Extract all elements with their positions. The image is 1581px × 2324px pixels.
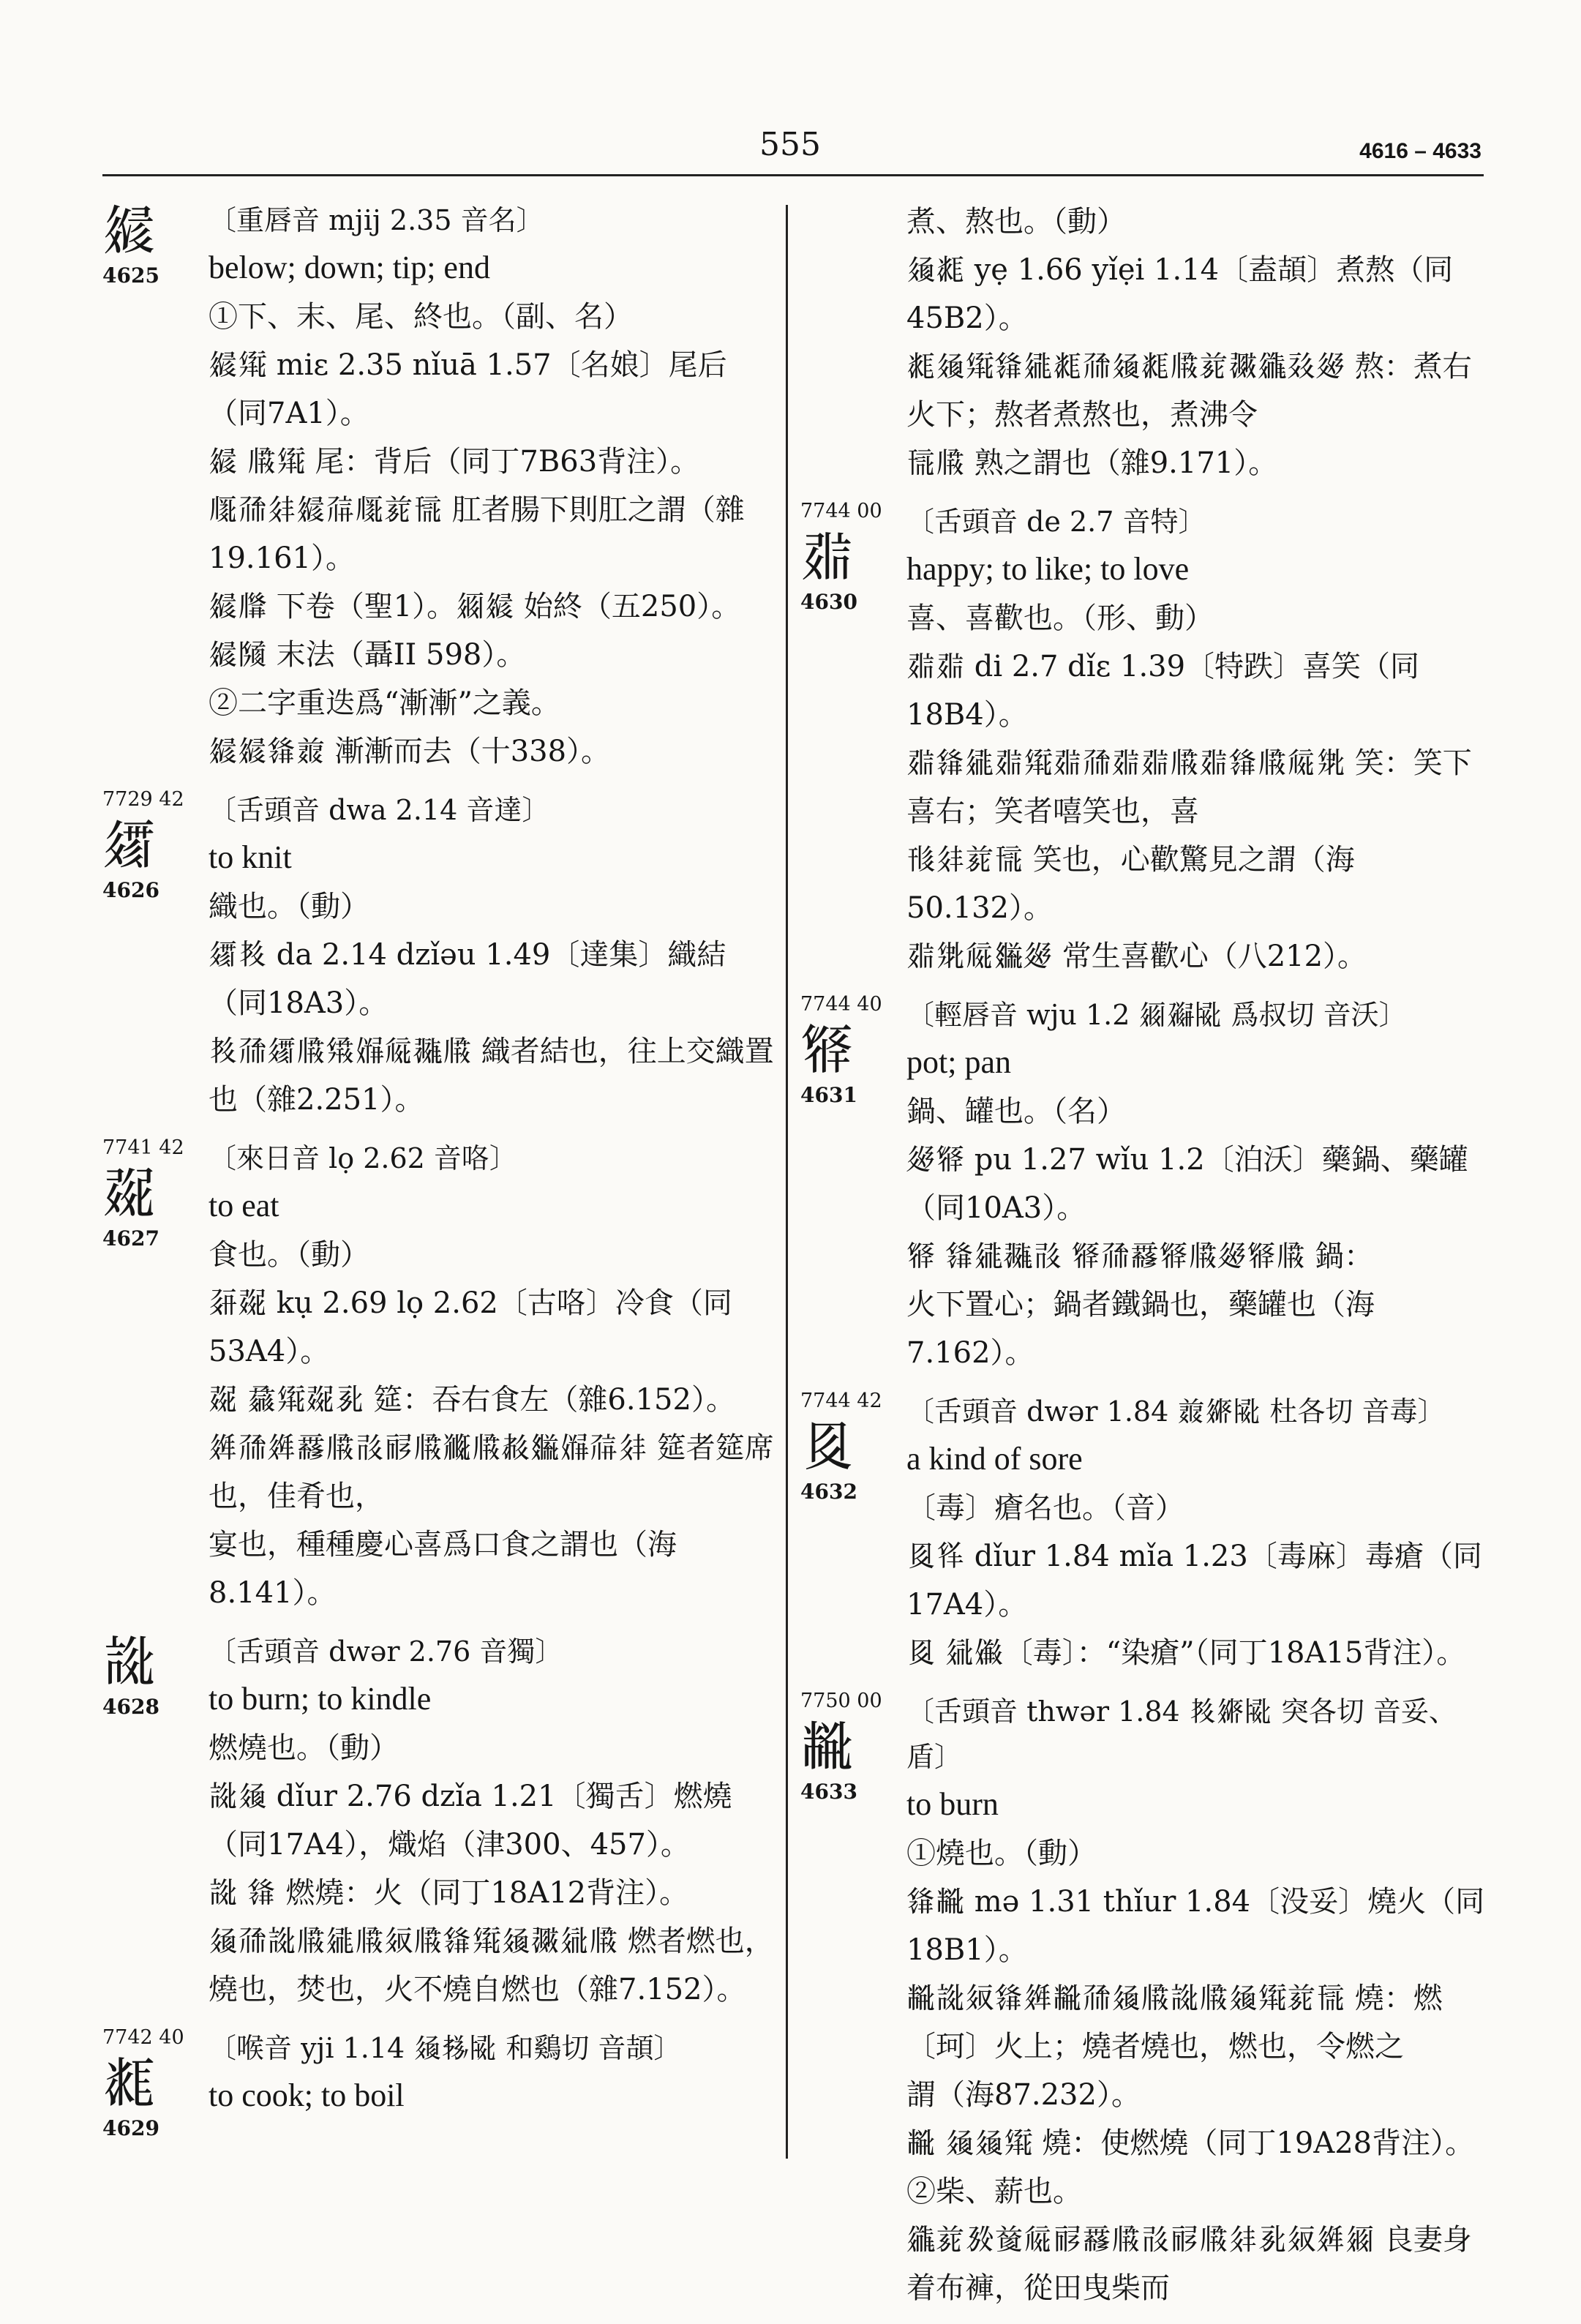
example-line: 𗌹𗢳𗐱𗍅 笑也，心歡驚見之謂（海50.132）。	[906, 843, 1355, 925]
entry-number: 4627	[102, 1226, 159, 1251]
example-line: 謂（海87.232）。	[906, 2078, 1141, 2112]
dictionary-entry	[800, 1689, 1488, 2312]
example-line: 𗧠𗋕 miɛ 2.35 nǐuā 1.57〔名娘〕尾后（同7A1）。	[209, 348, 727, 430]
entry-code: 7750 00	[800, 1690, 882, 1712]
entry-sidebar	[102, 2025, 201, 2141]
english-gloss: below; down; tip; end	[209, 250, 490, 285]
dictionary-entry	[102, 2025, 776, 2140]
example-line: 𗧠𗆄 下卷（聖1）。𗥃𗧠 始終（五250）。	[209, 590, 741, 623]
example-line: 𗳜𘅞 kụ 2.69 lọ 2.62〔古咯〕冷食（同53A4）。	[209, 1286, 732, 1368]
definition: 鍋、罐也。（名）	[906, 1095, 1126, 1128]
entry-number: 4629	[102, 2116, 159, 2140]
english-gloss: to knit	[209, 839, 292, 875]
headword-character: 𘅞	[102, 1162, 157, 1225]
headword-character: 𘀍	[102, 1630, 157, 1693]
example-line: 𗧠 𗆗𗋕 尾：背后（同丁7B63背注）。	[209, 445, 700, 479]
entry-sidebar	[800, 1389, 899, 1504]
entry-sidebar	[102, 1629, 201, 1720]
phonetic-note: 〔重唇音 mjij 2.35 音名〕	[209, 204, 544, 236]
example-line: 𗤶𗗙𗤶𗵒𗆗𗰓𗟲𗆗𗮒𗆗𗳒𗿳𗏵𗗚𗢳 筵者筵席也，佳肴也，	[209, 1431, 774, 1513]
example-line: 𘂩𗥺𗋕𗌭𗧓𘂩𗗙𗥺𘂩𗆗𗐱𗗂𗪟𗡮𗫸 熬：煮右火下；熬者煮熬也，煮沸令	[906, 350, 1472, 432]
entry-range: 4616 – 4633	[1359, 139, 1482, 163]
left-column	[102, 198, 776, 2140]
example-line: 𗌭𘋢 mə 1.31 thǐur 1.84〔没妥〕燒火（同18B1）。	[906, 1885, 1485, 1967]
example-line: 煮、熬也。（動）	[906, 205, 1126, 239]
example-line: 𗥺𗗙𘀍𗆗𗧓𗆗𗢸𗆗𗌭𗋕𗥺𗗂𗣼𗆗 燃者燃也，燒也，焚也，火不燒自燃也（雜7.152）。	[209, 1924, 774, 2006]
example-line: 𘄽𗊢𗏁𗿳𗫸 常生喜歡心（八212）。	[906, 940, 1367, 973]
phonetic-note: 〔舌頭音 dwər 1.84 𗓱𗦀𗎫 杜各切 音毒〕	[906, 1395, 1446, 1428]
example-line: 宴也，種種慶心喜爲口食之謂也（海8.141）。	[209, 1528, 677, 1610]
example-line: 𗗥𗗙𗨻𗆗𗋽𗏵𗏁𗖵𗆗 織者結也，往上交織置也（雜2.251）。	[209, 1035, 774, 1117]
definition: 喜、喜歡也。（形、動）	[906, 601, 1214, 635]
entry-code: 7744 42	[800, 1390, 882, 1412]
page-header	[0, 0, 1581, 176]
example-line: 𘋢𘀍𗢸𗌭𗤶𘋢𗗙𗥺𗆗𘀍𗆗𗥺𗋕𗐱𗍅 燒：燃〔珂〕火上；燒者燒也，燃也，令燃之	[906, 1982, 1443, 2064]
phonetic-note: 〔舌頭音 dwa 2.14 音達〕	[209, 794, 550, 826]
example-line: 𗨻𗗥 da 2.14 dzǐəu 1.49〔達集〕織結（同18A3）。	[209, 938, 726, 1020]
right-column	[800, 198, 1488, 2324]
english-gloss: to burn	[906, 1786, 999, 1822]
headword-character: 𗨻	[102, 814, 157, 877]
example-line: ②二字重迭爲“漸漸”之義。	[209, 686, 560, 720]
phonetic-note: 〔來日音 lọ 2.62 音咯〕	[209, 1142, 517, 1174]
english-gloss: to eat	[209, 1188, 279, 1223]
entry-sidebar	[800, 992, 899, 1108]
entry-sidebar	[800, 1689, 899, 1804]
phonetic-note: 〔舌頭音 dwər 2.76 音獨〕	[209, 1635, 563, 1668]
dictionary-entry	[800, 992, 1488, 1377]
example-line: 𗧠𗂧 末法（聶II 598）。	[209, 638, 526, 672]
headword-character: 𘉋	[800, 1415, 855, 1478]
entry-number: 4631	[800, 1083, 857, 1107]
header-rule	[102, 174, 1484, 176]
entry-sidebar	[102, 198, 201, 288]
page-number: 555	[759, 126, 821, 163]
headword-character: 𗧠	[102, 199, 157, 262]
entry-code: 7729 42	[102, 788, 184, 811]
dictionary-entry	[102, 1136, 776, 1617]
example-line: 𘉋𗃛 dǐur 1.84 mǐa 1.23〔毒麻〕毒瘡（同17A4）。	[906, 1540, 1482, 1622]
example-line: 火下置心；鍋者鐵鍋也，藥罐也（海7.162）。	[906, 1288, 1375, 1370]
example-line: 𗅲𗗙𗢳𗧠𗗚𗅲𗐱𗍅 肛者腸下則肛之謂（雜19.161）。	[209, 493, 745, 575]
headword-character: 𘋢	[800, 1715, 855, 1778]
example-line: 𗍅𗆗 熟之謂也（雜9.171）。	[906, 446, 1278, 480]
definition: 織也。（動）	[209, 890, 369, 923]
example-line: 𗧠𗧠𗌭𗓱 漸漸而去（十338）。	[209, 735, 611, 768]
example-line: 𘅞 𗲠𗋕𘅞𗎘 筵：吞右食左（雜6.152）。	[209, 1383, 735, 1417]
example-line: 𘉋 𗣼𗏹〔毒〕：“染瘡”（同丁18A15背注）。	[906, 1636, 1466, 1670]
column-divider	[786, 205, 788, 2159]
dictionary-entry	[102, 198, 776, 776]
phonetic-note: 〔舌頭音 thwər 1.84 𗗥𗦀𗎫 突各切 音妥、盾〕	[906, 1695, 1457, 1773]
entry-code: 7741 42	[102, 1136, 184, 1159]
dictionary-entry	[102, 787, 776, 1124]
entry-number: 4628	[102, 1695, 159, 1719]
entry-sidebar	[102, 787, 201, 903]
entry-number: 4633	[800, 1780, 857, 1804]
definition: 〔毒〕瘡名也。（音）	[906, 1491, 1184, 1525]
definition: 食也。（動）	[209, 1238, 369, 1272]
example-line: 𘈈 𗌭𗧓𗖵𗰓 𘈈𗗙𗵒𘈈𗆗𗫸𘈈𗆗 鍋：	[906, 1240, 1374, 1273]
entry-number: 4625	[102, 263, 159, 288]
example-line: ②柴、薪也。	[906, 2175, 1082, 2208]
example-line: 𗪟𗐱𗉔𗒹𗏁𗟲𗵒𗆗𗰓𗟲𗆗𗢳𗎘𗢸𗤶𗥃 良妻身着布褲，從田曳柴而	[906, 2223, 1472, 2305]
english-gloss: to cook; to boil	[209, 2077, 405, 2113]
headword-character: 𘂩	[102, 2052, 157, 2115]
phonetic-note: 〔喉音 yji 1.14 𗥺𗈪𗎫 和鷄切 音頡〕	[209, 2032, 682, 2064]
entry-number: 4630	[800, 590, 857, 614]
example-line: 𘄽𗌭𗧓𘄽𗋕𘄽𗗙𘄽𘄽𗆗𘄽𗌭𗆗𗏁𗊢 笑：笑下喜右；笑者嘻笑也，喜	[906, 746, 1472, 828]
phonetic-note: 〔輕唇音 wju 1.2 𗥃𗘅𗎫 爲叔切 音沃〕	[906, 999, 1407, 1031]
entry-sidebar	[800, 499, 899, 615]
english-gloss: pot; pan	[906, 1044, 1011, 1080]
phonetic-note: 〔舌頭音 de 2.7 音特〕	[906, 506, 1206, 538]
english-gloss: a kind of sore	[906, 1441, 1083, 1477]
continued-entry	[800, 198, 1488, 487]
entry-sidebar	[102, 1136, 201, 1251]
example-line: 𘄽𘄽 di 2.7 dǐɛ 1.39〔特跌〕喜笑（同18B4）。	[906, 650, 1420, 732]
example-line: 𘋢 𗥺𗥺𗋕 燒：使燃燒（同丁19A28背注）。	[906, 2126, 1475, 2160]
dictionary-entry	[102, 1629, 776, 2014]
example-line: 𗫸𘈈 pu 1.27 wǐu 1.2〔泊沃〕藥鍋、藥罐（同10A3）。	[906, 1143, 1468, 1225]
example-line: 𘀍 𗌭 燃燒：火（同丁18A12背注）。	[209, 1876, 689, 1910]
headword-character: 𘄽	[800, 525, 855, 588]
headword-character: 𘈈	[800, 1019, 855, 1082]
example-line: 𘀍𗥺 dǐur 2.76 dzǐa 1.21〔獨舌〕燃燒（同17A4），熾焰（津300、457）。	[209, 1780, 732, 1862]
entry-code: 7744 40	[800, 993, 882, 1016]
english-gloss: to burn; to kindle	[209, 1681, 432, 1717]
entry-code: 7744 00	[800, 500, 882, 522]
example-line: 𗥺𘂩 yẹ 1.66 yǐẹi 1.14〔盍頡〕煮熬（同45B2）。	[906, 253, 1454, 335]
english-gloss: happy; to like; to love	[906, 551, 1190, 587]
entry-number: 4626	[102, 878, 159, 902]
dictionary-entry	[800, 499, 1488, 981]
definition: ①下、末、尾、終也。（副、名）	[209, 300, 633, 334]
entry-code: 7742 40	[102, 2026, 184, 2049]
entry-number: 4632	[800, 1480, 857, 1504]
dictionary-entry	[800, 1389, 1488, 1677]
definition: 燃燒也。（動）	[209, 1731, 399, 1765]
definition: ①燒也。（動）	[906, 1837, 1097, 1870]
